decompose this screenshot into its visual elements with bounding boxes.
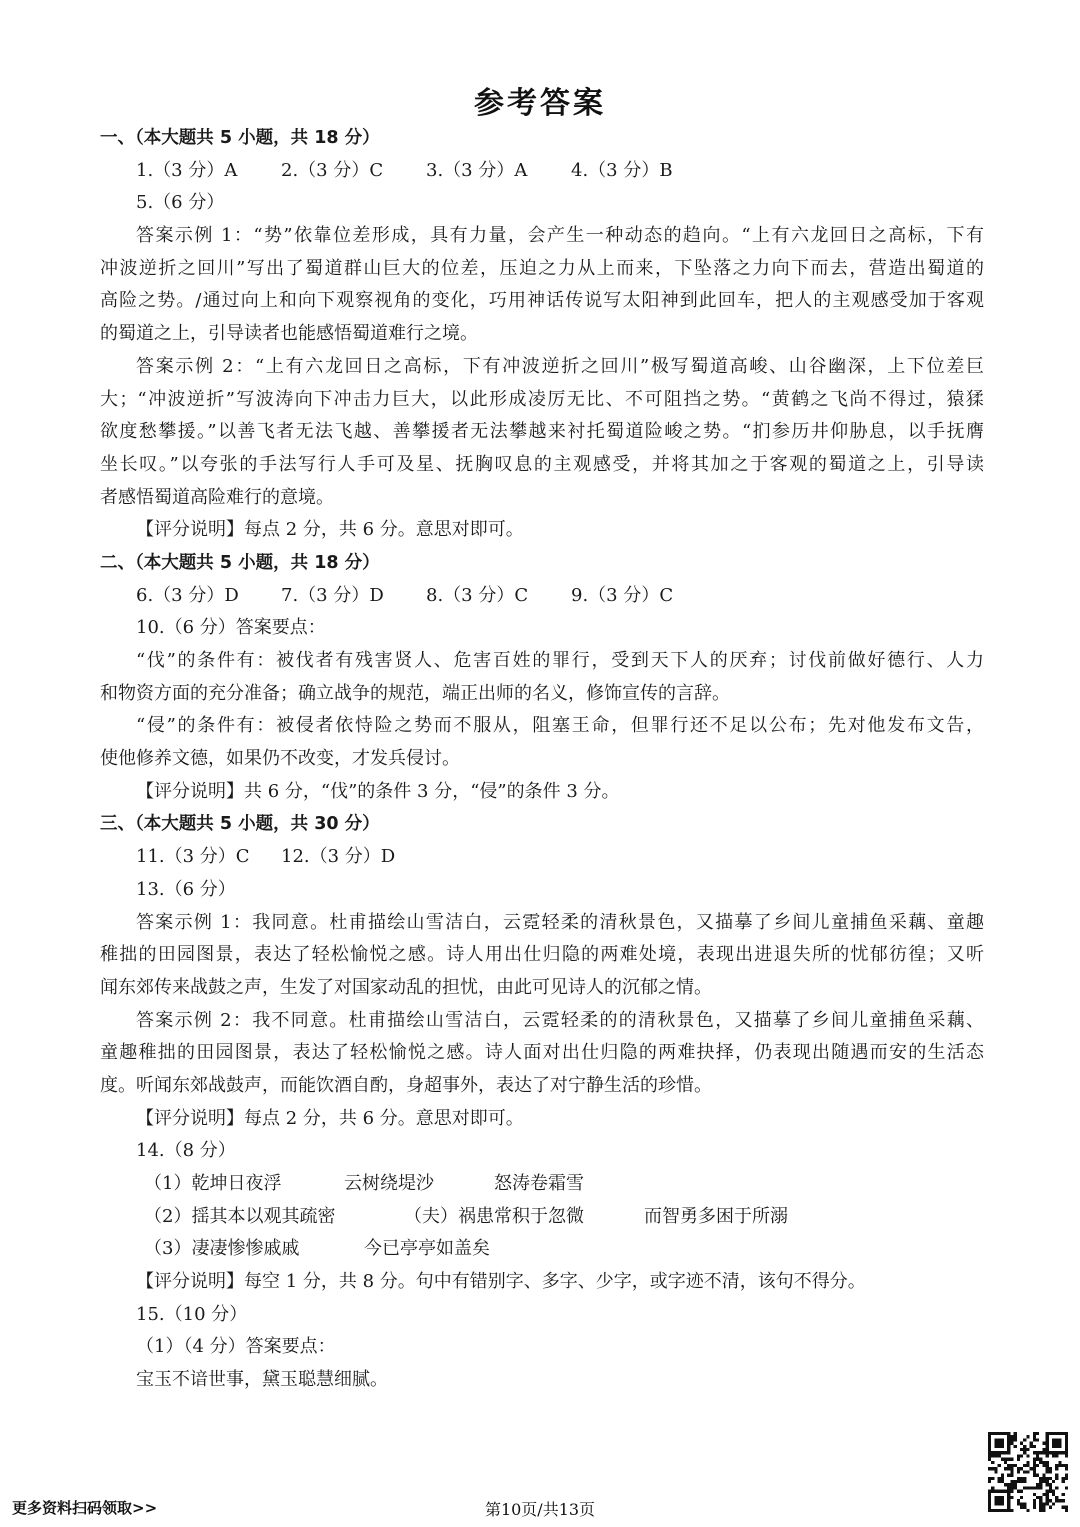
text-line: 答案示例 2：“上有六龙回日之高标，下有冲波逆折之回川”极写蜀道高峻、山谷幽深，上下位差巨 [136, 355, 984, 377]
answer-item: 4.（3 分）B [571, 159, 673, 181]
text-line: 5.（6 分） [136, 192, 225, 214]
section-heading: 三、（本大题共 5 小题，共 30 分） [100, 814, 380, 835]
answer-item: 1.（3 分）A [136, 159, 238, 181]
text-line: 答案示例 2：我不同意。杜甫描绘山雪洁白，云霓轻柔的的清秋景色，又描摹了乡间儿童捕鱼采藕、 [136, 1009, 984, 1031]
section-heading: 一、（本大题共 5 小题，共 18 分） [100, 128, 380, 148]
text-line: 大；“冲波逆折”写波涛向下冲击力巨大，以此形成凌厉无比、不可阻挡之势。“黄鹤之飞尚不得过，猿猱 [100, 388, 984, 410]
text-line: 坐长叹。”以夸张的手法写行人手可及星、抚胸叹息的主观感受，并将其加之于客观的蜀道之上，引导读 [100, 453, 984, 475]
text-line: 度。听闻东郊战鼓声，而能饮酒自酌，身超事外，表达了对宁静生活的珍惜。 [100, 1074, 712, 1096]
answer-item: 今已亭亭如盖矣 [364, 1238, 490, 1260]
text-line: 答案示例 1：“势”依靠位差形成，具有力量，会产生一种动态的趋向。“上有六龙回日之高标，下有 [136, 225, 984, 247]
page-number: 第10页/共13页 [484, 1500, 596, 1519]
answer-item: 12.（3 分）D [281, 846, 396, 868]
text-line: （1）（4 分）答案要点： [136, 1336, 336, 1358]
answer-item: 8.（3 分）C [426, 584, 529, 606]
answer-item: 云树绕堤沙 [344, 1173, 434, 1194]
answer-row [100, 155, 984, 188]
answer-row [100, 1201, 984, 1234]
text-line: 【评分说明】每点 2 分，共 6 分。意思对即可。 [136, 1107, 524, 1129]
answer-item: （2）揺其本以观其疏密 [144, 1205, 336, 1227]
answer-item: 11.（3 分）C [136, 846, 250, 868]
answer-item: （夫）祸患常积于忽微 [404, 1205, 584, 1227]
answer-row [100, 1233, 984, 1266]
text-line: 宝玉不谙世事，黛玉聪慧细腻。 [136, 1369, 388, 1391]
text-line: 10.（6 分）答案要点： [136, 617, 326, 639]
answer-row [100, 580, 984, 613]
answer-item: 3.（3 分）A [426, 159, 528, 181]
text-line: 13.（6 分） [136, 878, 236, 900]
answer-content [100, 122, 984, 1397]
text-line: 的蜀道之上，引导读者也能感悟蜀道难行之境。 [100, 323, 478, 345]
text-line: 者感悟蜀道高险难行的意境。 [100, 486, 334, 508]
answer-item: （1）乾坤日夜浮 [144, 1173, 282, 1194]
footer-more-resources-link[interactable]: 更多资料扫码领取>> [12, 1499, 158, 1517]
text-line: 【评分说明】每点 2 分，共 6 分。意思对即可。 [136, 519, 524, 541]
section-heading: 二、（本大题共 5 小题，共 18 分） [100, 552, 380, 573]
text-line: “伐”的条件有：被伐者有残害贤人、危害百姓的罪行，受到天下人的厌弃；讨伐前做好德行、人力 [136, 650, 984, 671]
text-line: 童趣稚拙的田园图景，表达了轻松愉悦之感。诗人面对出仕归隐的两难抉择，仍表现出随遇而安的生活态 [100, 1042, 984, 1064]
text-line: 欲度愁攀援。”以善飞者无法飞越、善攀援者无法攀越来衬托蜀道险峻之势。“扪参历井仰胁息，以手抚膺 [100, 421, 984, 443]
answer-item: 2.（3 分）C [281, 159, 384, 181]
text-line: 稚拙的田园图景，表达了轻松愉悦之感。诗人用出仕归隐的两难处境，表现出进退失所的忧郁彷徨；又听 [100, 944, 984, 966]
text-line: 高险之势。/通过向上和向下观察视角的变化，巧用神话传说写太阳神到此回车，把人的主观感受加于客观 [100, 290, 984, 312]
text-line: 14.（8 分） [136, 1140, 236, 1162]
text-line: 使他修养文德，如果仍不改变，才发兵侵讨。 [100, 748, 460, 770]
answer-item: 怒涛卷霜雪 [494, 1173, 584, 1194]
answer-row [100, 841, 984, 874]
text-line: 冲波逆折之回川”写出了蜀道群山巨大的位差，压迫之力从上而来，下坠落之力向下而去，营造出蜀道的 [100, 257, 984, 279]
text-line: “侵”的条件有：被侵者依恃险之势而不服从，阻塞王命，但罪行还不足以公布；先对他发布文告， [136, 715, 984, 737]
answer-item: 而智勇多困于所溺 [644, 1205, 788, 1227]
text-line: 闻东郊传来战鼓之声，生发了对国家动乱的担忧，由此可见诗人的沉郁之情。 [100, 976, 712, 998]
page-title: 参考答案 [474, 86, 606, 121]
text-line: 【评分说明】共 6 分，“伐”的条件 3 分，“侵”的条件 3 分。 [136, 780, 620, 802]
text-line: 和物资方面的充分准备；确立战争的规范，端正出师的名义，修饰宣传的言辞。 [100, 682, 730, 704]
answer-item: 6.（3 分）D [136, 584, 239, 606]
answer-row [100, 1168, 984, 1201]
text-line: 【评分说明】每空 1 分，共 8 分。句中有错别字、多字、少字，或字迹不清，该句不得分。 [136, 1271, 866, 1293]
answer-item: （3）凄凄惨惨戚戚 [144, 1238, 300, 1260]
text-line: 答案示例 1：我同意。杜甫描绘山雪洁白，云霓轻柔的清秋景色，又描摹了乡间儿童捕鱼采藕、童趣 [136, 911, 984, 933]
text-line: 15.（10 分） [136, 1303, 248, 1325]
answer-item: 7.（3 分）D [281, 584, 384, 606]
answer-item: 9.（3 分）C [571, 584, 674, 606]
